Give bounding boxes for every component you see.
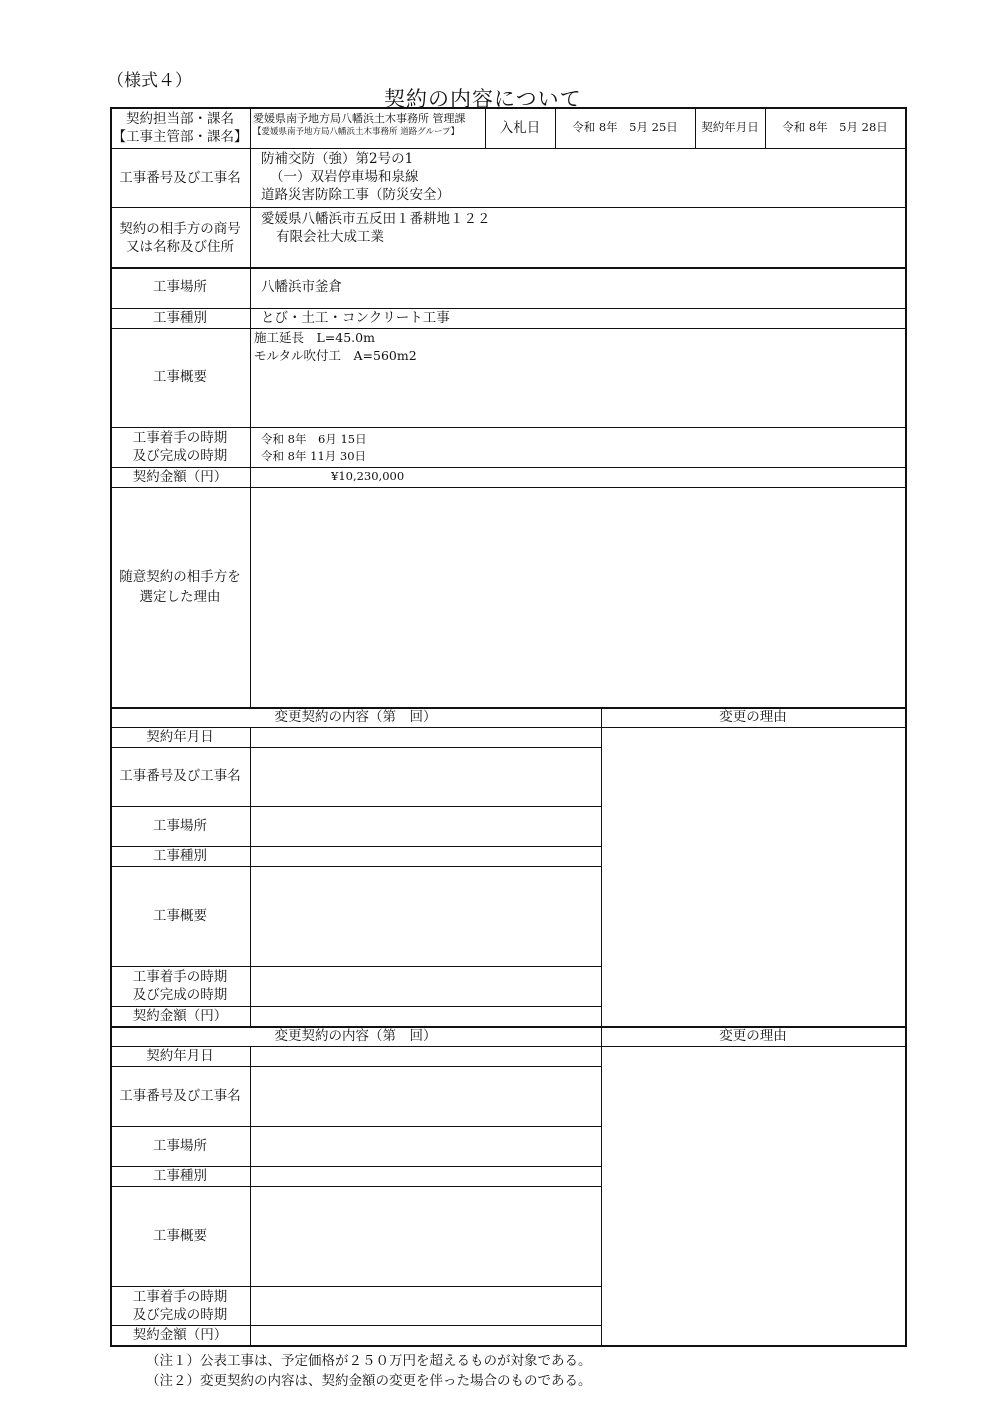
work-route-line: （一）双岩停車場和泉線 [270, 169, 419, 185]
change-period-label [110, 1288, 250, 1324]
work-no-label: 工事番号及び工事名 [119, 170, 241, 186]
change-amount-label: 契約金額（円） [132, 1327, 228, 1343]
change-work-no-label: 工事番号及び工事名 [119, 768, 241, 784]
dept-value-line-2: 【愛媛県南予地方局八幡浜土木事務所 道路グループ】 [253, 127, 460, 137]
reason-label [110, 568, 250, 606]
page-title: 契約の内容について [384, 87, 582, 111]
location-label: 工事場所 [153, 279, 207, 295]
period-label [110, 429, 250, 465]
work-no-line: 防補交防（強）第2号の1 [261, 151, 414, 167]
change-reason-heading: 変更の理由 [719, 1028, 787, 1044]
dept-value [253, 111, 485, 138]
change-summary-label: 工事概要 [153, 1228, 207, 1244]
change-location-label: 工事場所 [153, 818, 207, 834]
contractor-label-line-1: 契約の相手方の商号 [119, 221, 241, 237]
dept-value-line-1: 愛媛県南予地方局八幡浜土木事務所 管理課 [253, 112, 466, 125]
work-name-line: 道路災害防除工事（防災安全） [261, 187, 450, 203]
reason-label-line-1: 随意契約の相手方を [119, 569, 241, 585]
work-no-value [261, 150, 450, 204]
change-period-label [110, 968, 250, 1004]
note-1: （注１）公表工事は、予定価格が２５０万円を超えるものが対象である。 [146, 1353, 592, 1369]
bid-date-label: 入札日 [499, 120, 541, 136]
change-period-label-line-2: 及び完成の時期 [132, 987, 228, 1003]
contractor-label [110, 220, 250, 256]
change-type-label: 工事種別 [153, 1168, 207, 1184]
change-contract-date-label: 契約年月日 [146, 729, 214, 745]
period-value [261, 431, 367, 465]
amount-label: 契約金額（円） [132, 469, 228, 485]
contractor-label-line-2: 又は名称及び住所 [126, 239, 234, 255]
summary-value [254, 329, 417, 365]
contract-date-label: 契約年月日 [701, 120, 759, 134]
period-start: 令和 8年 6月 15日 [261, 432, 367, 446]
location-value: 八幡浜市釜倉 [261, 279, 342, 295]
contractor-value [261, 210, 491, 246]
contract-date-value: 令和 8年 5月 28日 [782, 120, 888, 134]
change-location-label: 工事場所 [153, 1138, 207, 1154]
bid-date-value: 令和 8年 5月 25日 [572, 120, 678, 134]
change-summary-label: 工事概要 [153, 908, 207, 924]
summary-line: 施工延長 L=45.0m [254, 330, 375, 345]
period-end: 令和 8年 11月 30日 [261, 449, 367, 463]
type-label: 工事種別 [153, 310, 207, 326]
form-number: （様式４） [107, 71, 192, 91]
contractor-name: 有限会社大成工業 [276, 229, 384, 245]
change-reason-heading: 変更の理由 [719, 709, 787, 725]
dept-label-line-1: 契約担当部・課名 [126, 111, 234, 127]
change-heading: 変更契約の内容（第 回） [274, 709, 437, 725]
change-period-label-line-2: 及び完成の時期 [132, 1307, 228, 1323]
note-2: （注２）変更契約の内容は、契約金額の変更を伴った場合のものである。 [146, 1373, 592, 1389]
change-contract-date-label: 契約年月日 [146, 1048, 214, 1064]
dept-label-line-2: 【工事主管部・課名】 [112, 129, 248, 145]
reason-label-line-2: 選定した理由 [139, 589, 221, 605]
period-label-line-2: 及び完成の時期 [132, 448, 228, 464]
change-amount-label: 契約金額（円） [132, 1008, 228, 1024]
type-value: とび・土工・コンクリート工事 [261, 310, 450, 326]
change-heading: 変更契約の内容（第 回） [274, 1028, 437, 1044]
period-label-line-1: 工事着手の時期 [132, 430, 228, 446]
summary-label: 工事概要 [153, 369, 207, 385]
change-work-no-label: 工事番号及び工事名 [119, 1088, 241, 1104]
change-period-label-line-1: 工事着手の時期 [132, 969, 228, 985]
summary-line: モルタル吹付工 A=560m2 [254, 348, 417, 363]
change-period-label-line-1: 工事着手の時期 [132, 1289, 228, 1305]
change-type-label: 工事種別 [153, 848, 207, 864]
contractor-address: 愛媛県八幡浜市五反田１番耕地１２２ [261, 211, 491, 227]
amount-value: ¥10,230,000 [331, 469, 405, 483]
dept-label [110, 110, 250, 146]
